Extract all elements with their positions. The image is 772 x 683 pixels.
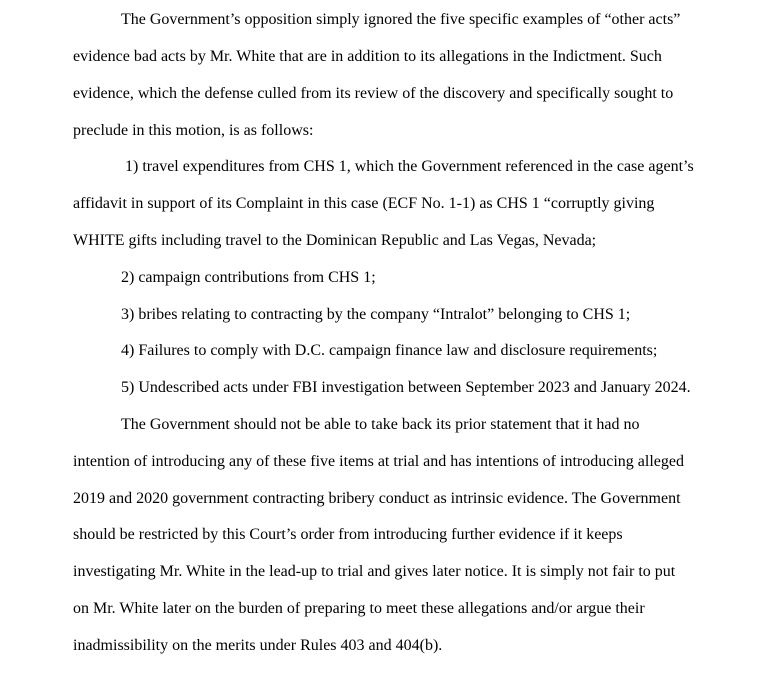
paragraph-2-line-4: should be restricted by this Court’s order from introducing further evidence if it keeps	[73, 526, 623, 543]
paragraph-2-line-3: 2019 and 2020 government contracting bribery conduct as intrinsic evidence. The Government	[73, 490, 681, 507]
list-item-1-line-3: WHITE gifts including travel to the Dominican Republic and Las Vegas, Nevada;	[73, 232, 597, 249]
list-item-3: 3) bribes relating to contracting by the company “Intralot” belonging to CHS 1;	[121, 306, 631, 323]
list-item-1-line-1: 1) travel expenditures from CHS 1, which the Government referenced in the case agent’s	[125, 158, 694, 175]
list-item-1-line-2: affidavit in support of its Complaint in this case (ECF No. 1-1) as CHS 1 “corruptly giving	[73, 195, 655, 212]
paragraph-2-line-6: on Mr. White later on the burden of preparing to meet these allegations and/or argue their	[73, 600, 645, 617]
paragraph-1-line-1: The Government’s opposition simply ignored the five specific examples of “other acts”	[121, 11, 681, 28]
paragraph-2-line-1: The Government should not be able to take back its prior statement that it had no	[121, 416, 640, 433]
list-item-2: 2) campaign contributions from CHS 1;	[121, 269, 376, 286]
paragraph-1-line-4: preclude in this motion, is as follows:	[73, 122, 314, 139]
paragraph-1-line-3: evidence, which the defense culled from its review of the discovery and specifically sought to	[73, 85, 674, 102]
paragraph-2-line-2: intention of introducing any of these five items at trial and has intentions of introducing alleged	[73, 453, 684, 470]
list-item-4: 4) Failures to comply with D.C. campaign finance law and disclosure requirements;	[121, 342, 658, 359]
paragraph-2-line-5: investigating Mr. White in the lead-up to trial and gives later notice. It is simply not fair to put	[73, 563, 676, 580]
paragraph-2-line-7: inadmissibility on the merits under Rules 403 and 404(b).	[73, 637, 443, 654]
list-item-5: 5) Undescribed acts under FBI investigation between September 2023 and January 2024.	[121, 379, 691, 396]
paragraph-1-line-2: evidence bad acts by Mr. White that are in addition to its allegations in the Indictment. Such	[73, 48, 662, 65]
